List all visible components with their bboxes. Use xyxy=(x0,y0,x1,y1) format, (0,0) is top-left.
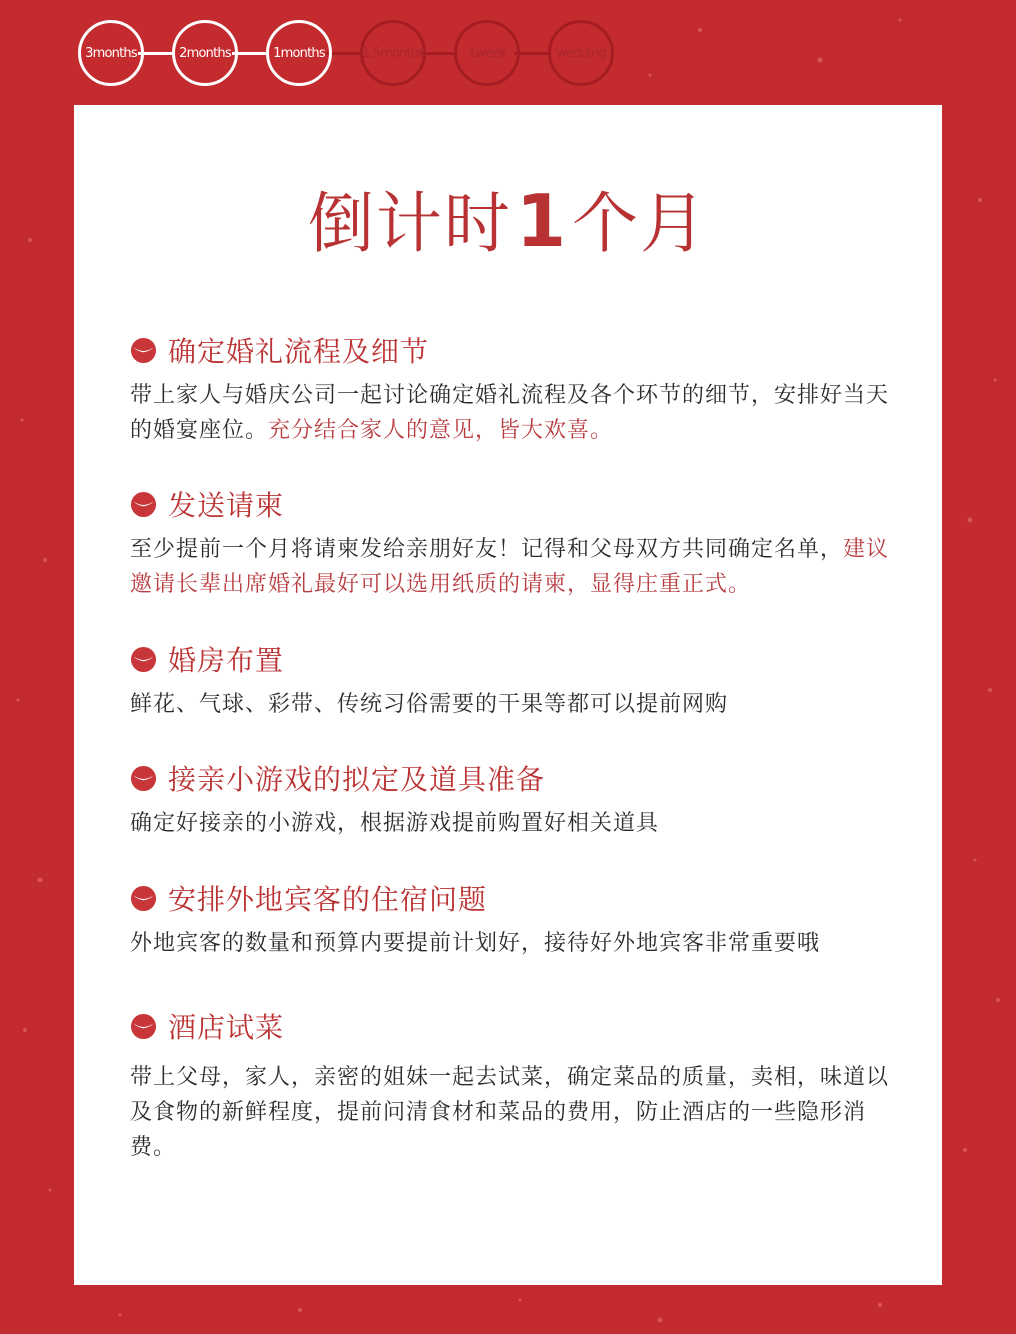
title-prefix: 倒计时 xyxy=(307,185,512,262)
bullet-icon xyxy=(130,765,157,792)
section-title: 确定婚礼流程及细节 xyxy=(168,335,430,368)
section-title: 接亲小游戏的拟定及道具准备 xyxy=(168,763,546,796)
section-text: 鲜花、气球、彩带、传统习俗需要的干果等都可以提前网购 xyxy=(130,692,729,717)
section-pickup-games xyxy=(130,756,900,841)
timeline-step-wedding[interactable]: wedding xyxy=(548,20,614,86)
section-highlight: 充分结合家人的意见，皆大欢喜。 xyxy=(268,418,614,443)
countdown-timeline xyxy=(78,20,618,86)
timeline-step-3months[interactable]: 3months xyxy=(78,20,144,86)
section-text: 确定好接亲的小游戏，根据游戏提前购置好相关道具 xyxy=(130,811,660,836)
section-body xyxy=(130,806,900,841)
section-body xyxy=(130,1060,900,1165)
bullet-icon xyxy=(130,646,157,673)
section-highlight: 建议邀请长辈出席婚礼最好可以选用纸质的请柬，显得庄重正式。 xyxy=(130,537,890,597)
timeline-step-2months[interactable]: 2months xyxy=(172,20,238,86)
timeline-step-1week[interactable]: 1week xyxy=(454,20,520,86)
section-send-invitations xyxy=(130,482,900,602)
section-title: 酒店试菜 xyxy=(168,1011,285,1044)
timeline-step-1months[interactable]: 1months xyxy=(266,20,332,86)
section-title: 安排外地宾客的住宿问题 xyxy=(168,883,488,916)
section-guest-lodging xyxy=(130,876,900,961)
section-title: 婚房布置 xyxy=(168,644,285,677)
section-body xyxy=(130,687,900,722)
section-hotel-tasting xyxy=(130,1004,900,1165)
page-title xyxy=(0,176,1016,269)
bullet-icon xyxy=(130,885,157,912)
section-bridal-room xyxy=(130,637,900,722)
section-text: 带上家人与婚庆公司一起讨论确定婚礼流程及各个环节的细节，安排好当天的婚宴座位。 xyxy=(130,383,890,443)
section-text: 带上父母，家人，亲密的姐妹一起去试菜，确定菜品的质量，卖相，味道以及食物的新鲜程度，提前问清食材和菜品的费用，防止酒店的一些隐形消费。 xyxy=(130,1065,890,1160)
bullet-icon xyxy=(130,337,157,364)
section-text: 至少提前一个月将请柬发给亲朋好友！记得和父母双方共同确定名单， xyxy=(130,537,844,562)
section-wedding-process xyxy=(130,328,900,448)
bullet-icon xyxy=(130,491,157,518)
title-suffix: 个月 xyxy=(572,185,709,262)
bullet-icon xyxy=(130,1013,157,1040)
section-title: 发送请柬 xyxy=(168,489,285,522)
section-text: 外地宾客的数量和预算内要提前计划好，接待好外地宾客非常重要哦 xyxy=(130,931,821,956)
timeline-step-1-5months[interactable]: 1.5months xyxy=(360,20,426,86)
section-body xyxy=(130,926,900,961)
section-body xyxy=(130,378,900,448)
title-number: 1 xyxy=(515,179,569,263)
section-body xyxy=(130,532,900,602)
